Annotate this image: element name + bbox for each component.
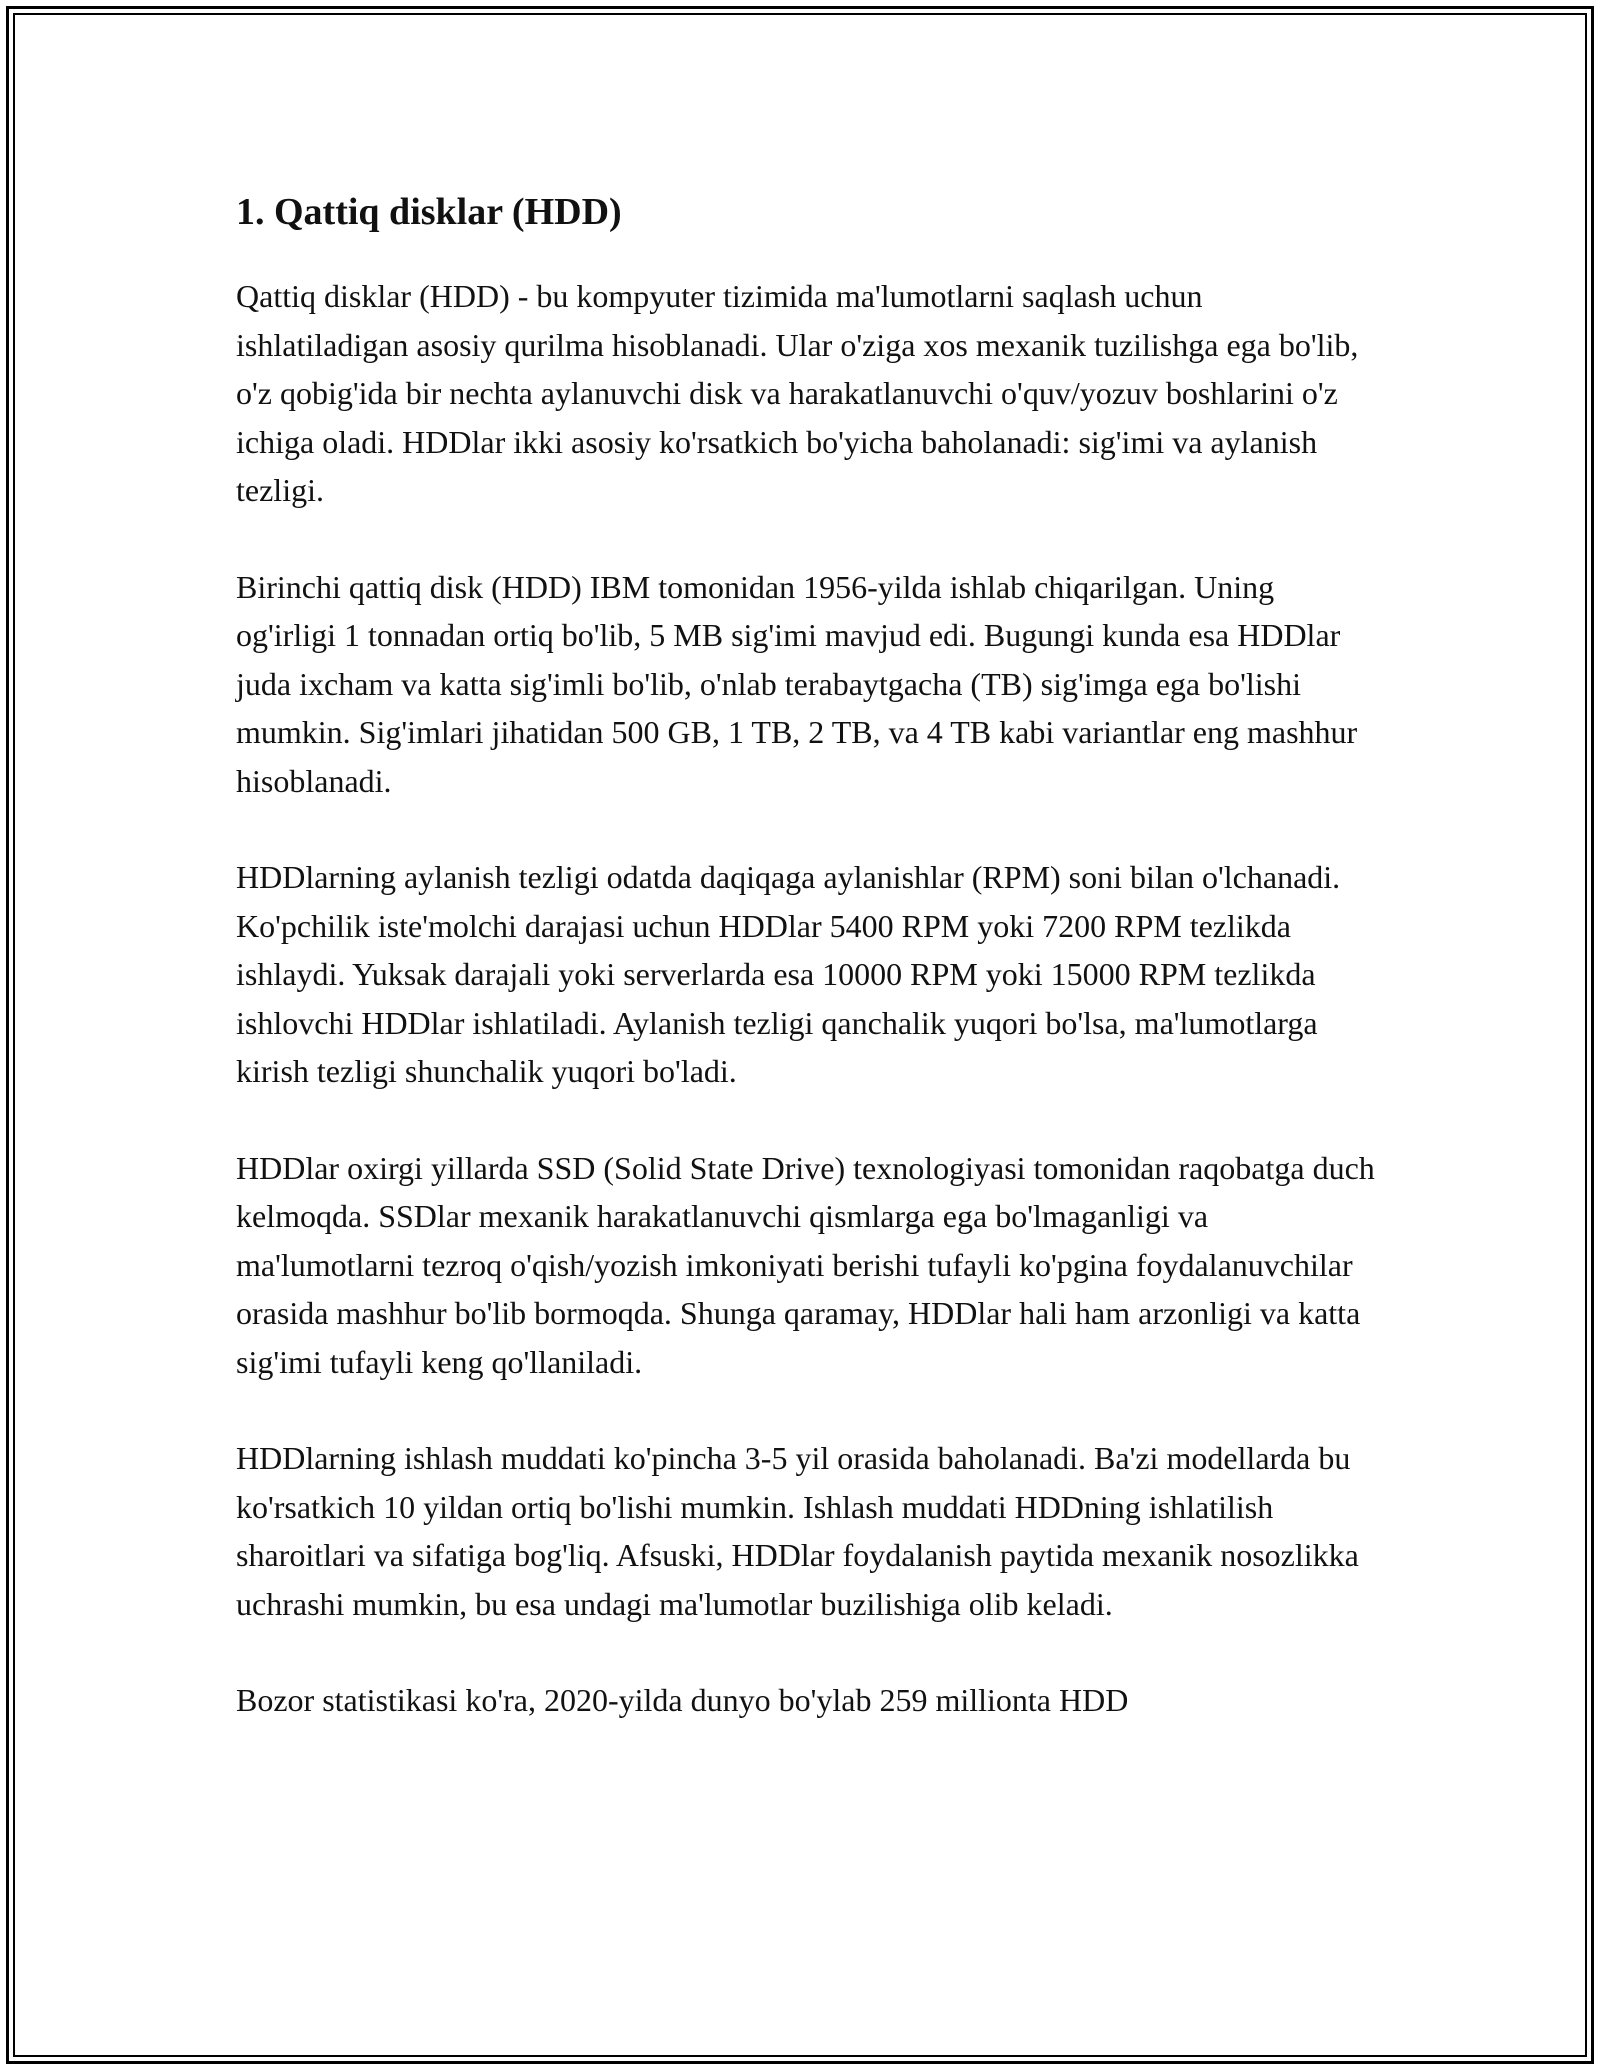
section-heading: 1. Qattiq disklar (HDD) <box>236 191 622 233</box>
document-body <box>236 188 1376 1773</box>
paragraph-rpm: HDDlarning aylanish tezligi odatda daqiqaga aylanishlar (RPM) soni bilan o'lchanadi. Ko'pchilik iste'molchi darajasi uchun HDDlar 5400 RPM yoki 7200 RPM tezlikda ishlaydi. Yuksak darajali yoki serverlarda esa 10000 RPM yoki 15000 RPM tezlikda ishlovchi HDDlar ishlatiladi. Aylanish tezligi qanchalik yuqori bo'lsa, ma'lumotlarga kirish tezligi shunchalik yuqori bo'ladi. <box>236 859 1341 1089</box>
paragraph-lifespan: HDDlarning ishlash muddati ko'pincha 3-5 yil orasida baholanadi. Ba'zi modellarda bu ko'rsatkich 10 yildan ortiq bo'lishi mumkin. Ishlash muddati HDDning ishlatilish sharoitlari va sifatiga bog'liq. Afsuski, HDDlar foydalanish paytida mexanik nosozlikka uchrashi mumkin, bu esa undagi ma'lumotlar buzilishiga olib keladi. <box>236 1440 1359 1622</box>
paragraph-market-statistics: Bozor statistikasi ko'ra, 2020-yilda dunyo bo'ylab 259 millionta HDD <box>236 1682 1129 1718</box>
paragraph-intro: Qattiq disklar (HDD) - bu kompyuter tizimida ma'lumotlarni saqlash uchun ishlatiladigan asosiy qurilma hisoblanadi. Ular o'ziga xos mexanik tuzilishga ega bo'lib, o'z qobig'ida bir nechta aylanuvchi disk va harakatlanuvchi o'quv/yozuv boshlarini o'z ichiga oladi. HDDlar ikki asosiy ko'rsatkich bo'yicha baholanadi: sig'imi va aylanish tezligi. <box>236 278 1359 508</box>
paragraph-ssd-competition: HDDlar oxirgi yillarda SSD (Solid State Drive) texnologiyasi tomonidan raqobatga duch kelmoqda. SSDlar mexanik harakatlanuvchi qismlarga ega bo'lmaganligi va ma'lumotlarni tezroq o'qish/yozish imkoniyati berishi tufayli ko'pgina foydalanuvchilar orasida mashhur bo'lib bormoqda. Shunga qaramay, HDDlar hali ham arzonligi va katta sig'imi tufayli keng qo'llaniladi. <box>236 1149 1375 1380</box>
paragraph-history: Birinchi qattiq disk (HDD) IBM tomonidan 1956-yilda ishlab chiqarilgan. Uning og'irligi 1 tonnadan ortiq bo'lib, 5 MB sig'imi mavjud edi. Bugungi kunda esa HDDlar juda ixcham va katta sig'imli bo'lib, o'nlab terabaytgacha (TB) sig'imga ega bo'lishi mumkin. Sig'imlari jihatidan 500 GB, 1 TB, 2 TB, va 4 TB kabi variantlar eng mashhur hisoblanadi. <box>236 568 1358 799</box>
